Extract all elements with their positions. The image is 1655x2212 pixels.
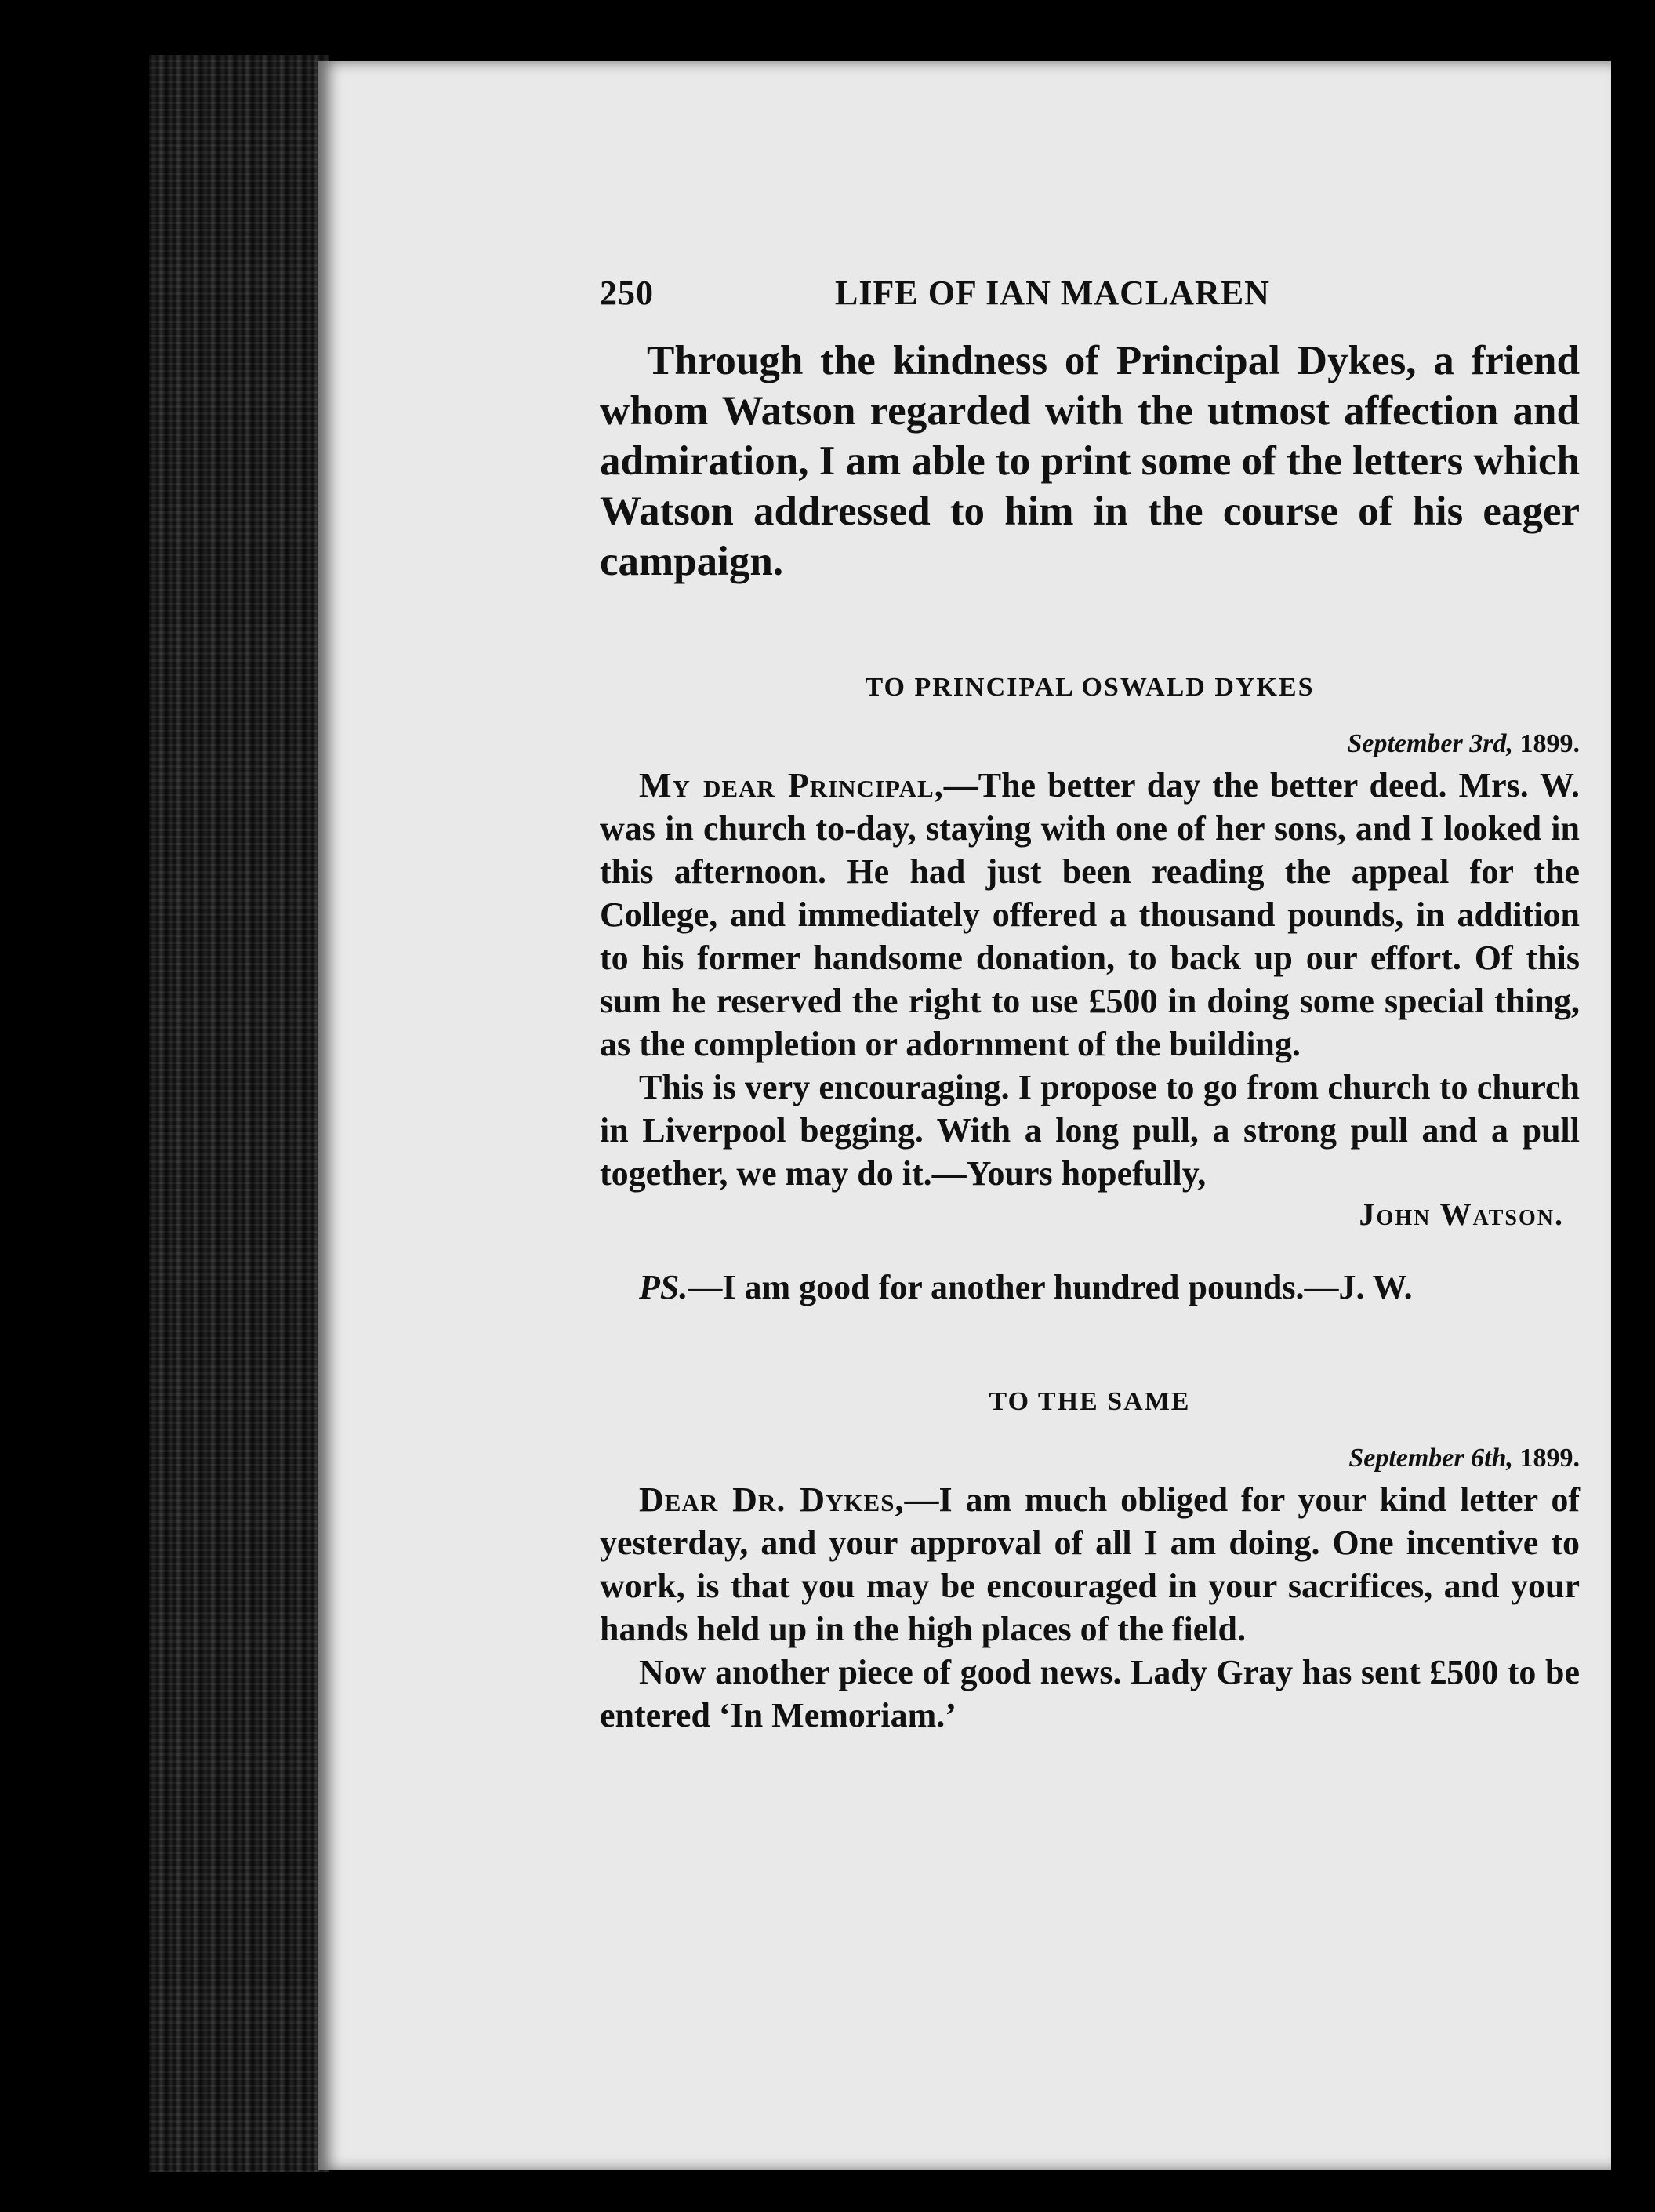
postscript-text: —I am good for another hundred pounds.—J. W. [688,1268,1413,1306]
page-number: 250 [600,274,654,312]
letter-heading-2: TO THE SAME [989,1387,1191,1416]
letter-date-2-day: September 6th, [1348,1444,1513,1473]
letter-date-2-year: 1899. [1513,1444,1580,1473]
letter-1-salutation: My dear Principal, [639,766,944,805]
book-spine [149,55,329,2172]
letter-1-body-1: —The better day the better deed. Mrs. W. was in church to-day, staying with one of her sons, and I looked in this afternoon. He had just been reading the appeal for the College, and immediately offered a thousand pounds, in addition to his former handsome donation, to back up our effort. Of this sum he reserved the right to use £500 in doing some special thing, as the completion or adornment of the building. [600,766,1580,1063]
letter-date-2 [600,1444,1580,1473]
letter-1-paragraph-2: This is very encouraging. I propose to go from church to church in Liverpool begging. With a long pull, a strong pull and a pull together, we may do it.—Yours hopefully, [600,1068,1580,1193]
letter-1-postscript [600,1266,1580,1309]
letter-date-1-year: 1899. [1513,729,1580,758]
letter-1-signature: John Watson. [1359,1197,1564,1232]
letter-2-salutation: Dear Dr. Dykes, [639,1480,905,1519]
running-head [600,273,1580,336]
page-content [600,273,1580,1737]
letter-2-paragraph-1 [600,1478,1580,1651]
letter-date-1 [600,729,1580,759]
letter-2-body-1: —I am much obliged for your kind letter of yesterday, and your approval of all I am doing. One incentive to work, is that you may be encouraged in your sacrifices, and your hands held up in the high places of the field. [600,1480,1580,1648]
running-title: LIFE OF IAN MACLAREN [835,274,1270,312]
postscript-label: PS. [639,1268,688,1306]
letter-1-paragraph-1 [600,764,1580,1066]
intro-paragraph: Through the kindness of Principal Dykes, a friend whom Watson regarded with the utmost affection and admiration, I am able to print some of the letters which Watson addressed to him in the course of his eager campaign. [600,338,1580,584]
letter-2-paragraph-2: Now another piece of good news. Lady Gray has sent £500 to be entered ‘In Memoriam.’ [600,1653,1580,1734]
letter-heading-1: TO PRINCIPAL OSWALD DYKES [865,673,1315,702]
book-page [318,61,1611,2170]
letter-date-1-day: September 3rd, [1347,729,1513,758]
